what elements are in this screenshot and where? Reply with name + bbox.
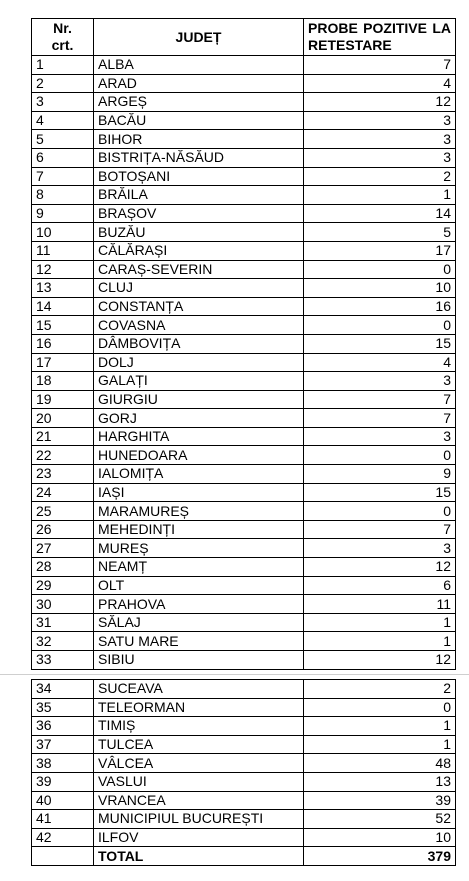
county-name: OLT [94, 576, 304, 595]
row-number: 17 [32, 353, 94, 372]
positive-count: 12 [304, 651, 456, 670]
table-row [32, 502, 456, 521]
county-name: MEHEDINȚI [94, 520, 304, 539]
table-row [32, 483, 456, 502]
table-row [32, 595, 456, 614]
county-name: IALOMIȚA [94, 465, 304, 484]
county-name: COVASNA [94, 316, 304, 335]
positive-count: 52 [304, 810, 456, 829]
positive-count: 7 [304, 520, 456, 539]
positive-count: 15 [304, 483, 456, 502]
row-number: 41 [32, 810, 94, 829]
row-number: 20 [32, 409, 94, 428]
row-number: 13 [32, 279, 94, 298]
positive-count: 0 [304, 698, 456, 717]
row-number: 24 [32, 483, 94, 502]
county-name: SATU MARE [94, 632, 304, 651]
county-name: BOTOȘANI [94, 167, 304, 186]
positive-count: 1 [304, 632, 456, 651]
county-name: BUZĂU [94, 223, 304, 242]
table-row [32, 427, 456, 446]
table-row [32, 353, 456, 372]
row-number: 23 [32, 465, 94, 484]
positive-count: 7 [304, 56, 456, 75]
county-name: DÂMBOVIȚA [94, 334, 304, 353]
positive-count: 13 [304, 772, 456, 791]
county-name: MUNICIPIUL BUCUREȘTI [94, 810, 304, 829]
positive-count: 1 [304, 735, 456, 754]
county-name: ARGEȘ [94, 93, 304, 112]
county-name: TULCEA [94, 735, 304, 754]
table-row [32, 297, 456, 316]
table-row [32, 334, 456, 353]
positive-count: 7 [304, 409, 456, 428]
row-number: 14 [32, 297, 94, 316]
positive-count: 10 [304, 828, 456, 847]
county-name: GORJ [94, 409, 304, 428]
positive-count: 48 [304, 754, 456, 773]
table-row [32, 186, 456, 205]
positive-count: 3 [304, 148, 456, 167]
table-row [32, 465, 456, 484]
row-number: 31 [32, 613, 94, 632]
table-row [32, 520, 456, 539]
county-name: ARAD [94, 74, 304, 93]
row-number: 27 [32, 539, 94, 558]
table-row [32, 735, 456, 754]
county-name: BRAȘOV [94, 204, 304, 223]
positive-count: 3 [304, 130, 456, 149]
table-row [32, 372, 456, 391]
positive-count: 5 [304, 223, 456, 242]
row-number: 3 [32, 93, 94, 112]
table-row [32, 260, 456, 279]
county-name: PRAHOVA [94, 595, 304, 614]
table-row [32, 148, 456, 167]
row-number: 28 [32, 558, 94, 577]
positive-count: 6 [304, 576, 456, 595]
row-number: 38 [32, 754, 94, 773]
positive-count: 10 [304, 279, 456, 298]
header-nr-line1: Nr. [53, 20, 72, 36]
header-nr [32, 19, 94, 56]
county-name: DOLJ [94, 353, 304, 372]
row-number: 26 [32, 520, 94, 539]
row-number: 22 [32, 446, 94, 465]
county-name: HUNEDOARA [94, 446, 304, 465]
row-number: 16 [32, 334, 94, 353]
table-row [32, 74, 456, 93]
row-number: 8 [32, 186, 94, 205]
positive-count: 0 [304, 502, 456, 521]
county-name: CONSTANȚA [94, 297, 304, 316]
positive-count: 4 [304, 74, 456, 93]
county-name: MARAMUREȘ [94, 502, 304, 521]
positive-count: 39 [304, 791, 456, 810]
row-number: 18 [32, 372, 94, 391]
table-row [32, 390, 456, 409]
county-name: BISTRIȚA-NĂSĂUD [94, 148, 304, 167]
table-header-row [32, 19, 456, 56]
county-name: VASLUI [94, 772, 304, 791]
row-number: 10 [32, 223, 94, 242]
row-number: 21 [32, 427, 94, 446]
row-number: 15 [32, 316, 94, 335]
row-number: 40 [32, 791, 94, 810]
header-positives: PROBE POZITIVE LA RETESTARE [304, 19, 456, 56]
row-number: 25 [32, 502, 94, 521]
positives-table-part2 [31, 679, 456, 866]
table-row [32, 130, 456, 149]
table-body-part1 [32, 56, 456, 670]
table-row [32, 409, 456, 428]
table-row [32, 828, 456, 847]
row-number: 39 [32, 772, 94, 791]
row-number: 37 [32, 735, 94, 754]
positive-count: 0 [304, 260, 456, 279]
table-row [32, 316, 456, 335]
county-name: VRANCEA [94, 791, 304, 810]
positive-count: 2 [304, 680, 456, 699]
row-number: 33 [32, 651, 94, 670]
positive-count: 12 [304, 93, 456, 112]
table-row [32, 93, 456, 112]
row-number: 36 [32, 717, 94, 736]
row-number: 19 [32, 390, 94, 409]
table-row [32, 613, 456, 632]
row-number: 5 [32, 130, 94, 149]
page-break-divider [0, 674, 469, 675]
row-number: 1 [32, 56, 94, 75]
row-number: 2 [32, 74, 94, 93]
county-name: GIURGIU [94, 390, 304, 409]
county-name: CARAȘ-SEVERIN [94, 260, 304, 279]
positive-count: 16 [304, 297, 456, 316]
positive-count: 15 [304, 334, 456, 353]
table-row [32, 754, 456, 773]
row-number: 35 [32, 698, 94, 717]
table-body-part2 [32, 680, 456, 847]
county-name: HARGHITA [94, 427, 304, 446]
table-row [32, 241, 456, 260]
table-row [32, 680, 456, 699]
table-row [32, 279, 456, 298]
table-row [32, 111, 456, 130]
county-name: SUCEAVA [94, 680, 304, 699]
county-name: CLUJ [94, 279, 304, 298]
table-row [32, 223, 456, 242]
positive-count: 0 [304, 316, 456, 335]
table-row [32, 446, 456, 465]
row-number: 32 [32, 632, 94, 651]
row-number: 34 [32, 680, 94, 699]
table-row [32, 56, 456, 75]
positive-count: 14 [304, 204, 456, 223]
total-row [32, 847, 456, 866]
positive-count: 12 [304, 558, 456, 577]
row-number: 4 [32, 111, 94, 130]
table-row [32, 698, 456, 717]
row-number: 6 [32, 148, 94, 167]
table-row [32, 539, 456, 558]
county-name: GALAȚI [94, 372, 304, 391]
county-name: SĂLAJ [94, 613, 304, 632]
county-name: SIBIU [94, 651, 304, 670]
positive-count: 3 [304, 427, 456, 446]
row-number: 30 [32, 595, 94, 614]
table-row [32, 167, 456, 186]
county-name: CĂLĂRAȘI [94, 241, 304, 260]
positive-count: 9 [304, 465, 456, 484]
county-name: VÂLCEA [94, 754, 304, 773]
positive-count: 11 [304, 595, 456, 614]
county-name: BIHOR [94, 130, 304, 149]
county-name: BACĂU [94, 111, 304, 130]
positive-count: 3 [304, 372, 456, 391]
county-name: ILFOV [94, 828, 304, 847]
table-row [32, 558, 456, 577]
positive-count: 2 [304, 167, 456, 186]
table-row [32, 576, 456, 595]
county-name: TELEORMAN [94, 698, 304, 717]
row-number: 29 [32, 576, 94, 595]
county-name: TIMIȘ [94, 717, 304, 736]
table-row [32, 204, 456, 223]
total-value: 379 [304, 847, 456, 866]
header-county: JUDEȚ [94, 19, 304, 56]
total-label: TOTAL [94, 847, 304, 866]
county-name: IAȘI [94, 483, 304, 502]
total-nr-cell [32, 847, 94, 866]
positive-count: 3 [304, 111, 456, 130]
row-number: 42 [32, 828, 94, 847]
table-row [32, 632, 456, 651]
row-number: 9 [32, 204, 94, 223]
positive-count: 4 [304, 353, 456, 372]
positive-count: 1 [304, 186, 456, 205]
row-number: 11 [32, 241, 94, 260]
table-row [32, 772, 456, 791]
table-row [32, 651, 456, 670]
table-row [32, 810, 456, 829]
county-name: NEAMȚ [94, 558, 304, 577]
header-nr-line2: crt. [51, 37, 74, 53]
county-name: MUREȘ [94, 539, 304, 558]
positive-count: 1 [304, 717, 456, 736]
positive-count: 17 [304, 241, 456, 260]
positive-count: 3 [304, 539, 456, 558]
row-number: 12 [32, 260, 94, 279]
row-number: 7 [32, 167, 94, 186]
table-row [32, 791, 456, 810]
positive-count: 1 [304, 613, 456, 632]
county-name: ALBA [94, 56, 304, 75]
positive-count: 0 [304, 446, 456, 465]
positives-table-part1 [31, 18, 456, 670]
county-name: BRĂILA [94, 186, 304, 205]
positive-count: 7 [304, 390, 456, 409]
table-row [32, 717, 456, 736]
